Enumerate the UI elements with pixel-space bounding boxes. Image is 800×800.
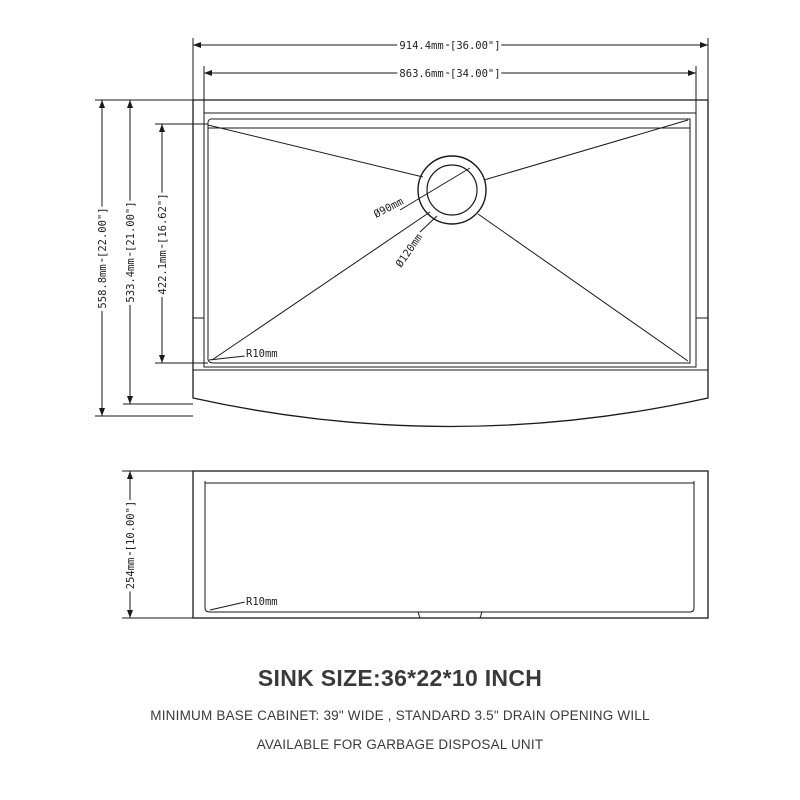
front-drain-outlet bbox=[418, 612, 482, 618]
label-height: 254mm [10.00"] bbox=[125, 500, 137, 590]
label-corner-radius-top: R10mm bbox=[246, 348, 278, 360]
sink-outer-outline bbox=[193, 100, 708, 427]
slope-line-bl bbox=[212, 212, 430, 360]
label-drain-outer: Ø120mm bbox=[393, 231, 426, 270]
label-inner-width: 863.6mm [34.00"] bbox=[399, 68, 501, 80]
radius-leader-front bbox=[210, 602, 245, 610]
label-overall-width: 914.4mm [36.00"] bbox=[399, 40, 501, 52]
label-body-depth: 533.4mm [21.00"] bbox=[125, 201, 137, 303]
label-drain-inner: Ø90mm bbox=[371, 195, 406, 221]
cabinet-note-line1: MINIMUM BASE CABINET: 39" WIDE , STANDARD 3.5" DRAIN OPENING WILL bbox=[150, 708, 650, 723]
sink-size-title: SINK SIZE:36*22*10 INCH bbox=[257, 665, 543, 691]
front-bowl bbox=[205, 481, 694, 612]
label-overall-depth: 558.8mm [22.00"] bbox=[97, 207, 109, 309]
drain-outer-ring bbox=[418, 156, 486, 224]
cabinet-note-line2: AVAILABLE FOR GARBAGE DISPOSAL UNIT bbox=[256, 737, 544, 752]
slope-line-tl bbox=[208, 125, 423, 177]
slope-line-br bbox=[478, 214, 688, 361]
sink-rim bbox=[204, 113, 696, 367]
label-corner-radius-front: R10mm bbox=[246, 596, 278, 608]
drain-inner-ring bbox=[427, 165, 477, 215]
label-bowl-depth: 422.1mm [16.62"] bbox=[157, 193, 169, 295]
slope-line-tr bbox=[484, 120, 688, 180]
drain-outer-leader bbox=[420, 216, 437, 232]
